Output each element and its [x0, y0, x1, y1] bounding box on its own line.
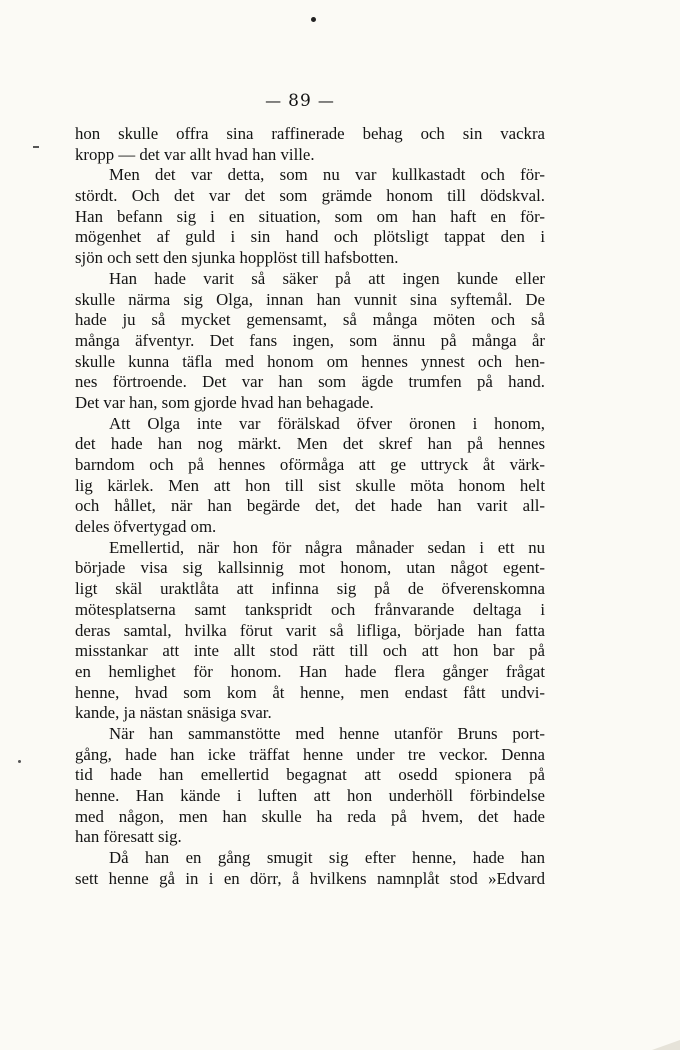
text-line: barndom och på hennes oförmåga att ge uttryck åt värk- [75, 455, 545, 474]
text-line: Men det var detta, som nu var kullkastadt och för- [109, 165, 545, 185]
paragraph [75, 848, 545, 889]
text-line: skulle kunna täfla med honom om hennes ynnest och hen- [75, 351, 545, 371]
text-line: Att Olga inte var förälskad öfver öronen i honom, [109, 413, 545, 433]
paragraph [75, 165, 545, 268]
paragraph [75, 124, 545, 165]
text-line: mötesplatserna samt tankspridt och frånvarande deltaga i [75, 599, 545, 619]
text-line: tid hade han emellertid begagnat att osedd spionera på [75, 765, 545, 785]
text-line: deles öfvertygad om. [75, 517, 217, 537]
text-line: nes förtroende. Det var han som ägde trumfen på hand. [75, 372, 545, 392]
text-line: det hade han nog märkt. Men det skref han på hennes [75, 434, 545, 454]
paragraph [75, 724, 545, 848]
text-line: Då han en gång smugit sig efter henne, hade han [109, 848, 545, 868]
margin-mark [18, 760, 21, 763]
text-line: med någon, men han skulle ha reda på hvem, det hade [75, 806, 545, 826]
body-text [75, 124, 545, 889]
text-line: misstankar att inte allt stod rätt till och att hon bar på [75, 641, 545, 661]
text-line: sett henne gå in i en dörr, å hvilkens namnplåt stod »Edvard [75, 868, 545, 888]
text-line: henne, hvad som kom åt henne, men endast fått undvi- [75, 682, 545, 702]
text-line: lig kärlek. Men att hon till sist skulle möta honom helt [75, 475, 545, 495]
text-line: Emellertid, när hon för några månader sedan i ett nu [109, 537, 545, 557]
paragraph [75, 269, 545, 414]
text-line: Det var han, som gjorde hvad han behagade. [75, 392, 374, 412]
text-line: skulle närma sig Olga, innan han vunnit sina syftemål. De [75, 289, 545, 309]
margin-mark [33, 146, 39, 148]
paragraph [75, 538, 545, 724]
text-line: han föresatt sig. [75, 827, 182, 847]
text-line: kande, ja nästan snäsiga svar. [75, 703, 272, 723]
text-line: ligt skäl uraktlåta att infinna sig på de öfverenskomna [75, 579, 545, 599]
text-line: kropp — det var allt hvad han ville. [75, 144, 315, 164]
text-line: Han befann sig i en situation, som om han haft en för- [75, 206, 545, 226]
text-line: stördt. Och det var det som grämde honom till dödskval. [75, 186, 545, 206]
paragraph [75, 414, 545, 538]
text-line: Han hade varit så säker på att ingen kunde eller [109, 268, 545, 288]
scan-speck [311, 17, 316, 22]
page-corner [652, 1040, 680, 1050]
text-line: började visa sig kallsinnig mot honom, utan något egent- [75, 558, 545, 578]
text-line: gång, hade han icke träffat henne under tre veckor. Denna [75, 744, 545, 764]
text-line: deras samtal, hvilka förut varit så lifliga, började han fatta [75, 620, 545, 640]
text-line: hon skulle offra sina raffinerade behag och sin vackra [75, 124, 545, 143]
text-line: och hållet, när han begärde det, det hade han varit all- [75, 496, 545, 516]
text-line: en hemlighet för honom. Han hade flera gånger frågat [75, 661, 545, 681]
text-line: sjön och sett den sjunka hopplöst till hafsbotten. [75, 248, 399, 268]
page-number: — 89 — [265, 91, 335, 111]
text-line: många äfventyr. Det fans ingen, som ännu på många år [75, 330, 545, 350]
text-line: henne. Han kände i luften att hon underhöll förbindelse [75, 786, 545, 805]
text-line: När han sammanstötte med henne utanför Bruns port- [109, 723, 545, 743]
text-line: mögenhet af guld i sin hand och plötsligt tappat den i [75, 227, 545, 247]
text-line: hade ju så mycket gemensamt, så många möten och så [75, 310, 545, 330]
